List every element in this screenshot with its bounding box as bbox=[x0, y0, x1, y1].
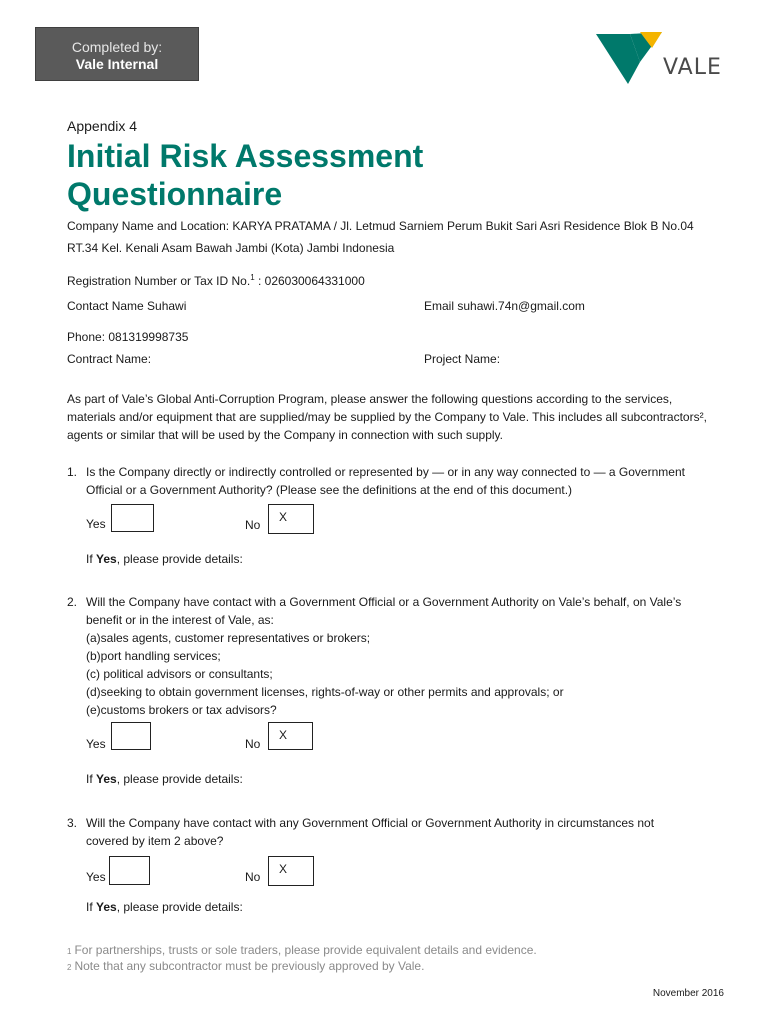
question-line: (c) political advisors or consultants; bbox=[86, 667, 273, 681]
question-number: 2. bbox=[67, 595, 78, 609]
yes-label: Yes bbox=[86, 870, 106, 884]
question-line: Is the Company directly or indirectly controlled or represented by — or in any way connected to — a Government bbox=[86, 465, 685, 479]
no-mark: X bbox=[279, 728, 288, 742]
phone: Phone: 081319998735 bbox=[67, 330, 189, 344]
yes-label: Yes bbox=[86, 737, 106, 751]
no-label: No bbox=[245, 737, 261, 751]
question-line: (a)sales agents, customer representatives or brokers; bbox=[86, 631, 371, 645]
registration-number bbox=[67, 270, 365, 289]
footnote-ref: 1 bbox=[250, 273, 255, 282]
details-bold: Yes bbox=[96, 772, 117, 786]
intro-line: As part of Vale’s Global Anti-Corruption Program, please answer the following questions according to the services, bbox=[67, 392, 673, 406]
footnote-2 bbox=[67, 958, 424, 976]
email: Email suhawi.74n@gmail.com bbox=[424, 299, 585, 313]
project-name: Project Name: bbox=[424, 352, 501, 366]
details-prompt bbox=[86, 551, 243, 567]
question-line: Will the Company have contact with any Government Official or Government Authority in circumstances not bbox=[86, 816, 655, 830]
question-1 bbox=[67, 463, 727, 499]
details-suffix: , please provide details: bbox=[116, 552, 243, 566]
details-bold: Yes bbox=[96, 900, 117, 914]
document-date: November 2016 bbox=[652, 988, 724, 999]
no-checkbox[interactable] bbox=[268, 722, 313, 750]
badge-label: Completed by: bbox=[71, 39, 163, 55]
yes-mark bbox=[110, 857, 149, 862]
question-number: 3. bbox=[67, 816, 78, 830]
details-prefix: If bbox=[86, 772, 97, 786]
appendix-label: Appendix 4 bbox=[67, 118, 138, 134]
intro-paragraph bbox=[67, 390, 747, 444]
details-prompt bbox=[86, 771, 243, 787]
intro-line: materials and/or equipment that are supplied/may be supplied by the Company to Vale. This includes all subcontractors², bbox=[67, 410, 707, 424]
question-line: (d)seeking to obtain government licenses, rights-of-way or other permits and approvals; or bbox=[86, 685, 564, 699]
details-prompt bbox=[86, 899, 243, 915]
company-name-location: Company Name and Location: KARYA PRATAMA / Jl. Letmud Sarniem Perum Bukit Sari Asri Residence Blok B No.04 bbox=[67, 219, 694, 233]
yes-checkbox[interactable] bbox=[109, 856, 150, 885]
page-title bbox=[67, 137, 667, 213]
yes-label: Yes bbox=[86, 517, 106, 531]
no-mark: X bbox=[279, 862, 288, 876]
company-address: RT.34 Kel. Kenali Asam Bawah Jambi (Kota) Jambi Indonesia bbox=[67, 241, 395, 255]
details-prefix: If bbox=[86, 552, 97, 566]
no-label: No bbox=[245, 870, 261, 884]
footnote-text: For partnerships, trusts or sole traders, please provide equivalent details and evidence. bbox=[74, 943, 537, 957]
registration-label: Registration Number or Tax ID No. bbox=[67, 274, 251, 288]
details-prefix: If bbox=[86, 900, 97, 914]
intro-line: agents or similar that will be used by the Company in connection with such supply. bbox=[67, 428, 504, 442]
registration-value: : 026030064331000 bbox=[254, 274, 365, 288]
title-line-2: Questionnaire bbox=[67, 176, 283, 212]
contract-name: Contract Name: bbox=[67, 352, 152, 366]
question-line: covered by item 2 above? bbox=[86, 834, 224, 848]
question-line: Official or a Government Authority? (Please see the definitions at the end of this document.) bbox=[86, 483, 573, 497]
question-line: (e)customs brokers or tax advisors? bbox=[86, 703, 277, 717]
question-line: Will the Company have contact with a Government Official or a Government Authority on Vale’s behalf, on Vale’s bbox=[86, 595, 682, 609]
question-number: 1. bbox=[67, 465, 78, 479]
no-mark: X bbox=[279, 510, 288, 524]
details-suffix: , please provide details: bbox=[116, 772, 243, 786]
footnote-number: 1 bbox=[67, 947, 72, 956]
no-label: No bbox=[245, 518, 261, 532]
yes-mark bbox=[112, 505, 153, 510]
footnote-number: 2 bbox=[67, 963, 72, 972]
question-line: benefit or in the interest of Vale, as: bbox=[86, 613, 274, 627]
footnote-text: Note that any subcontractor must be previously approved by Vale. bbox=[74, 959, 425, 973]
title-line-1: Initial Risk Assessment bbox=[67, 138, 424, 174]
no-checkbox[interactable] bbox=[268, 856, 314, 886]
yes-checkbox[interactable] bbox=[111, 504, 154, 532]
no-checkbox[interactable] bbox=[268, 504, 314, 534]
question-line: (b)port handling services; bbox=[86, 649, 221, 663]
badge-value: Vale Internal bbox=[75, 56, 159, 72]
yes-mark bbox=[112, 723, 150, 728]
question-2 bbox=[67, 593, 727, 719]
details-bold: Yes bbox=[96, 552, 117, 566]
question-3 bbox=[67, 814, 727, 850]
contact-name: Contact Name Suhawi bbox=[67, 299, 187, 313]
logo-wordmark: VALE bbox=[663, 55, 722, 80]
details-suffix: , please provide details: bbox=[116, 900, 243, 914]
completed-by-badge bbox=[35, 27, 199, 81]
yes-checkbox[interactable] bbox=[111, 722, 151, 750]
